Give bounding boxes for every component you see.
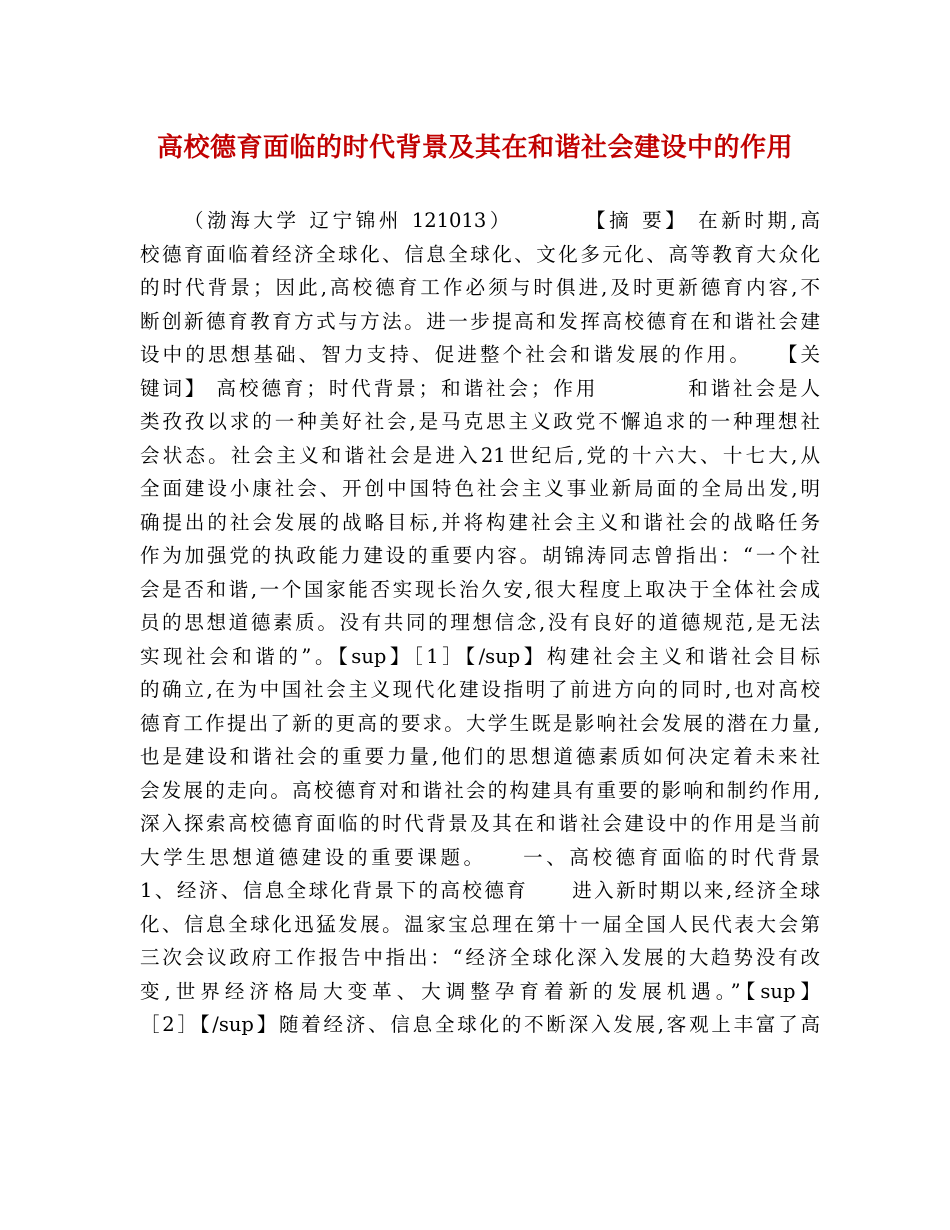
document-body — [140, 204, 820, 1042]
body-line: 校德育面临着经济全球化、信息全球化、文化多元化、高等教育大众化 — [140, 242, 820, 266]
body-line: 断创新德育教育方式与方法。进一步提高和发挥高校德育在和谐社会建 — [140, 309, 820, 333]
body-line: 键词】 高校德育；时代背景；和谐社会；作用 和谐社会是人 — [140, 376, 820, 400]
body-line: 的确立,在为中国社会主义现代化建设指明了前进方向的同时,也对高校 — [140, 678, 820, 701]
body-line: 员的思想道德素质。没有共同的理想信念,没有良好的道德规范,是无法 — [140, 611, 820, 634]
body-line: 化、信息全球化迅猛发展。温家宝总理在第十一届全国人民代表大会第 — [140, 912, 820, 936]
body-line: 三次会议政府工作报告中指出：“经济全球化深入发展的大趋势没有改 — [140, 946, 820, 969]
body-line: 确提出的社会发展的战略目标,并将构建社会主义和谐社会的战略任务 — [140, 510, 820, 534]
body-line: 也是建设和谐社会的重要力量,他们的思想道德素质如何决定着未来社 — [140, 745, 820, 768]
body-line: 深入探索高校德育面临的时代背景及其在和谐社会建设中的作用是当前 — [140, 812, 820, 835]
body-line: 作为加强党的执政能力建设的重要内容。胡锦涛同志曾指出：“一个社 — [140, 544, 820, 567]
body-line: 设中的思想基础、智力支持、促进整个社会和谐发展的作用。 【关 — [140, 343, 820, 366]
body-line: 变,世界经济格局大变革、大调整孕育着新的发展机遇。”【sup】 — [140, 979, 820, 1003]
body-line: 会状态。社会主义和谐社会是进入21世纪后,党的十六大、十七大,从 — [140, 443, 820, 467]
body-line: （渤海大学 辽宁锦州 121013） 【摘 要】 在新时期,高 — [184, 209, 820, 232]
body-line: 1、经济、信息全球化背景下的高校德育 进入新时期以来,经济全球 — [140, 879, 820, 902]
body-line: 类孜孜以求的一种美好社会,是马克思主义政党不懈追求的一种理想社 — [140, 410, 820, 433]
body-line: 德育工作提出了新的更高的要求。大学生既是影响社会发展的潜在力量, — [140, 711, 820, 735]
body-line: 实现社会和谐的”。【sup】［1］【/sup】构建社会主义和谐社会目标 — [140, 644, 820, 668]
body-line: 大学生思想道德建设的重要课题。 一、高校德育面临的时代背景 — [140, 845, 820, 869]
body-line: 会是否和谐,一个国家能否实现长治久安,很大程度上取决于全体社会成 — [140, 577, 820, 601]
body-line: ［2］【/sup】随着经济、信息全球化的不断深入发展,客观上丰富了高 — [140, 1013, 820, 1036]
body-line: 会发展的走向。高校德育对和谐社会的构建具有重要的影响和制约作用, — [140, 778, 820, 802]
body-line: 全面建设小康社会、开创中国特色社会主义事业新局面的全局出发,明 — [140, 477, 820, 500]
document-title: 高校德育面临的时代背景及其在和谐社会建设中的作用 — [156, 133, 793, 163]
body-line: 的时代背景；因此,高校德育工作必须与时俱进,及时更新德育内容,不 — [140, 276, 820, 299]
